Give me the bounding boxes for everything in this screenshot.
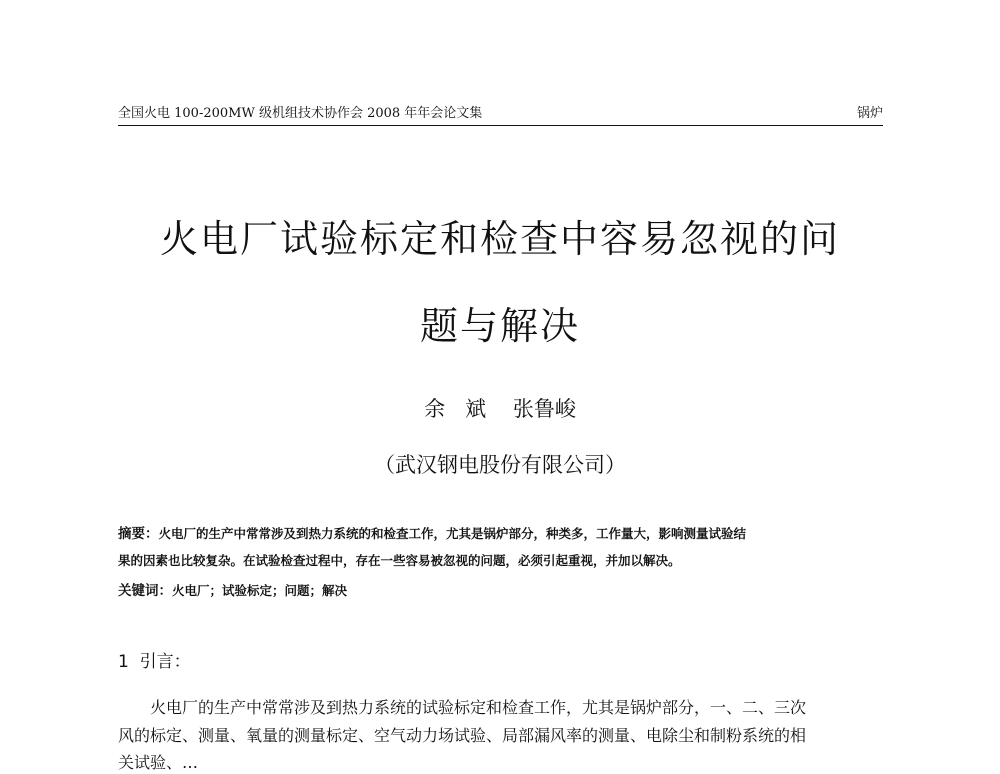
paper-title-line-1: 火电厂试验标定和检查中容易忽视的问: [159, 217, 840, 261]
authors: 余 斌 张鲁峻: [424, 397, 576, 421]
keywords-text: 火电厂；试验标定；问题；解决: [172, 583, 348, 598]
running-header: [118, 103, 883, 123]
paper-title-line-2: 题与解决: [419, 304, 580, 348]
keywords-label: 关键词：: [118, 583, 172, 599]
affiliation: （武汉钢电股份有限公司）: [374, 453, 626, 477]
keywords-line: [118, 582, 886, 600]
body-paragraph-line-1: 火电厂的生产中常常涉及到热力系统的试验标定和检查工作，尤其是锅炉部分，一、二、三次: [150, 698, 807, 717]
body-paragraph-line-3: 关试验、…: [118, 753, 199, 772]
abstract-text-1: 火电厂的生产中常常涉及到热力系统的和检查工作，尤其是锅炉部分，种类多，工作量大，影响测量试验结: [158, 526, 747, 541]
section-heading-introduction: 1 引言：: [118, 652, 191, 672]
header-rule: [118, 125, 883, 126]
running-header-proceedings: 全国火电 100-200MW 级机组技术协作会 2008 年年会论文集: [118, 106, 483, 121]
abstract-line-2: 果的因素也比较复杂。在试验检查过程中，存在一些容易被忽视的问题，必须引起重视，并加以解决。: [118, 553, 681, 568]
abstract-line-1: [118, 525, 886, 543]
body-paragraph-line-2: 风的标定、测量、氧量的测量标定、空气动力场试验、局部漏风率的测量、电除尘和制粉系统的相: [118, 726, 807, 745]
abstract-label: 摘要：: [118, 526, 159, 542]
running-header-section: 锅炉: [856, 106, 883, 121]
